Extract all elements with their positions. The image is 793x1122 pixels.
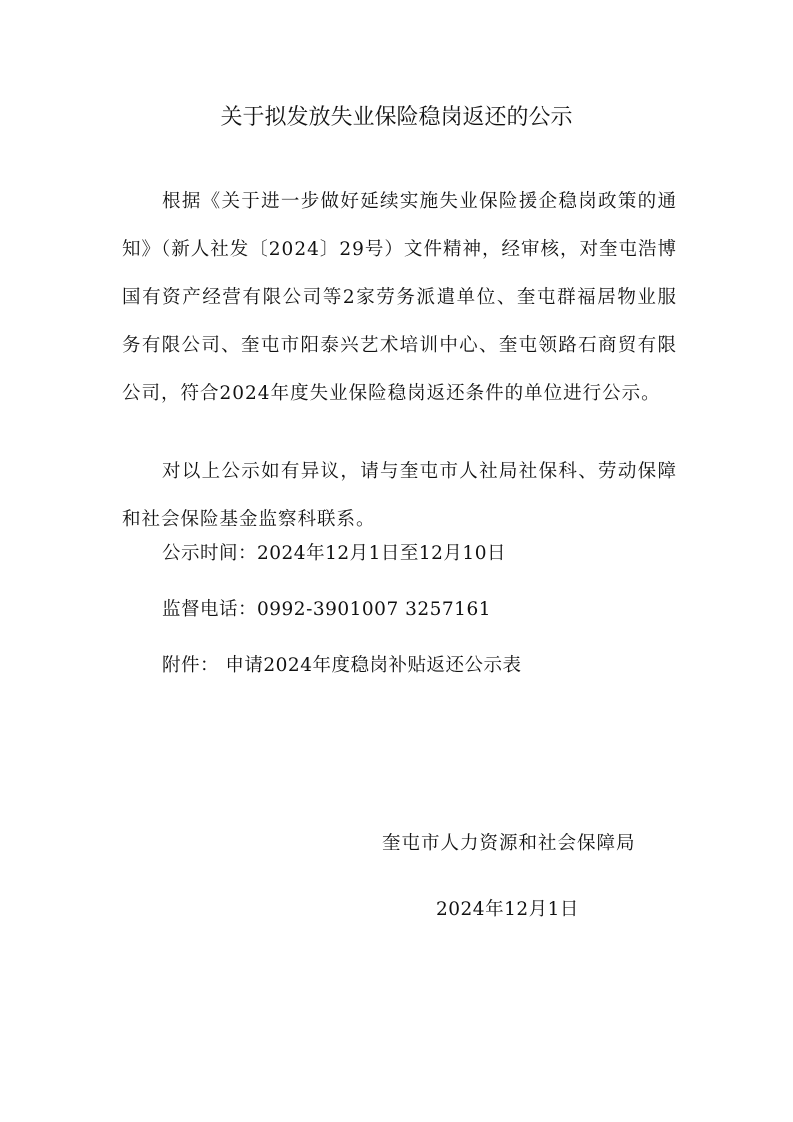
- signature-organization: 奎屯市人力资源和社会保障局: [382, 833, 636, 854]
- body-paragraph-1: 根据《关于进一步做好延续实施失业保险援企稳岗政策的通知》（新人社发〔2024〕29号）文件精神，经审核，对奎屯浩博国有资产经营有限公司等2家劳务派遣单位、奎屯群福居物业服务有限公司、奎屯市阳泰兴艺术培训中心、奎屯领路石商贸有限公司，符合2024年度失业保险稳岗返还条件的单位进行公示。: [122, 191, 677, 404]
- document-title: 关于拟发放失业保险稳岗返还的公示: [220, 105, 573, 130]
- body-paragraph-2: 对以上公示如有异议，请与奎屯市人社局社保科、劳动保障和社会保险基金监察科联系。: [122, 461, 677, 530]
- supervision-phone: 监督电话：0992-3901007 3257161: [162, 599, 491, 620]
- publicity-time: 公示时间：2024年12月1日至12月10日: [162, 543, 506, 564]
- attachment-line: 附件： 申请2024年度稳岗补贴返还公示表: [162, 655, 522, 676]
- signature-date: 2024年12月1日: [436, 899, 579, 920]
